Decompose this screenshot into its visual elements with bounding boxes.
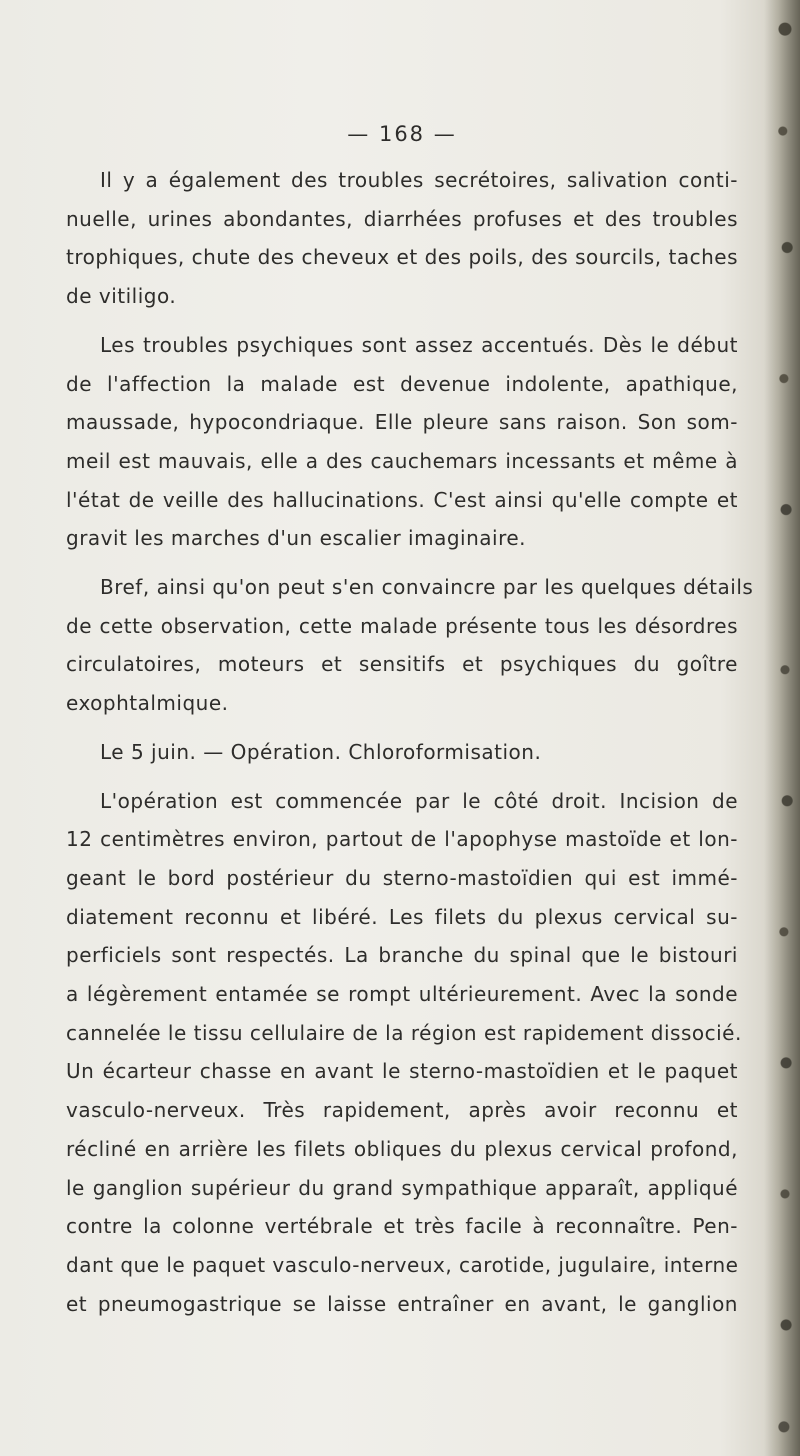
- text-line: circulatoires, moteurs et sensitifs et psychiques du goître: [66, 652, 738, 677]
- text-line: maussade, hypocondriaque. Elle pleure sans raison. Son som-: [66, 410, 738, 435]
- text-line: meil est mauvais, elle a des cauchemars incessants et même à: [66, 448, 738, 473]
- text-line: l'état de veille des hallucinations. C'est ainsi qu'elle compte et: [66, 487, 738, 512]
- text-line: Les troubles psychiques sont assez accentués. Dès le début: [100, 332, 738, 357]
- text-line: dant que le paquet vasculo-nerveux, carotide, jugulaire, interne: [66, 1252, 739, 1277]
- text-line: diatement reconnu et libéré. Les filets du plexus cervical su-: [66, 904, 738, 929]
- text-line: récliné en arrière les filets obliques du plexus cervical profond,: [66, 1136, 738, 1161]
- text-line: perficiels sont respectés. La branche du spinal que le bistouri: [66, 943, 738, 968]
- text-line: a légèrement entamée se rompt ultérieurement. Avec la sonde: [66, 982, 738, 1007]
- text-line: Un écarteur chasse en avant le sterno-mastoïdien et le paquet: [66, 1059, 738, 1084]
- paragraph-operation-description: [66, 782, 742, 1324]
- text-line: nuelle, urines abondantes, diarrhées profuses et des troubles: [66, 206, 738, 231]
- text-line: Bref, ainsi qu'on peut s'en convaincre par les quelques détails: [100, 575, 754, 600]
- paragraph-summary: [66, 568, 754, 723]
- text-line: de cette observation, cette malade présente tous les désordres: [66, 613, 738, 638]
- text-line: le ganglion supérieur du grand sympathique apparaît, appliqué: [66, 1175, 738, 1200]
- text-line: geant le bord postérieur du sterno-mastoïdien qui est immé-: [66, 865, 738, 890]
- text-line: L'opération est commencée par le côté droit. Incision de: [100, 788, 738, 813]
- text-line: exophtalmique.: [66, 691, 229, 716]
- text-line: 12 centimètres environ, partout de l'apophyse mastoïde et lon-: [66, 827, 738, 852]
- text-line: et pneumogastrique se laisse entraîner en avant, le ganglion: [66, 1291, 738, 1316]
- page-edge-stains: [774, 0, 796, 1456]
- text-line: contre la colonne vertébrale et très facile à reconnaître. Pen-: [66, 1214, 738, 1239]
- text-line: de l'affection la malade est devenue indolente, apathique,: [66, 371, 738, 396]
- paragraph-operation-date: [66, 733, 738, 772]
- text-line: Il y a également des troubles secrétoires, salivation conti-: [100, 168, 738, 192]
- page-number: — 168 —: [347, 122, 457, 146]
- text-line: de vitiligo.: [66, 284, 177, 309]
- text-line: gravit les marches d'un escalier imaginaire.: [66, 526, 527, 551]
- paragraph-psychic-troubles: [66, 326, 738, 558]
- page-content: [66, 120, 754, 1323]
- text-line: Le 5 juin. — Opération. Chloroformisation.: [100, 739, 542, 764]
- text-line: trophiques, chute des cheveux et des poils, des sourcils, taches: [66, 245, 738, 270]
- paragraph-secretory-troubles: [66, 161, 738, 316]
- text-line: vasculo-nerveux. Très rapidement, après avoir reconnu et: [66, 1098, 738, 1123]
- text-line: cannelée le tissu cellulaire de la région est rapidement dissocié.: [66, 1020, 742, 1045]
